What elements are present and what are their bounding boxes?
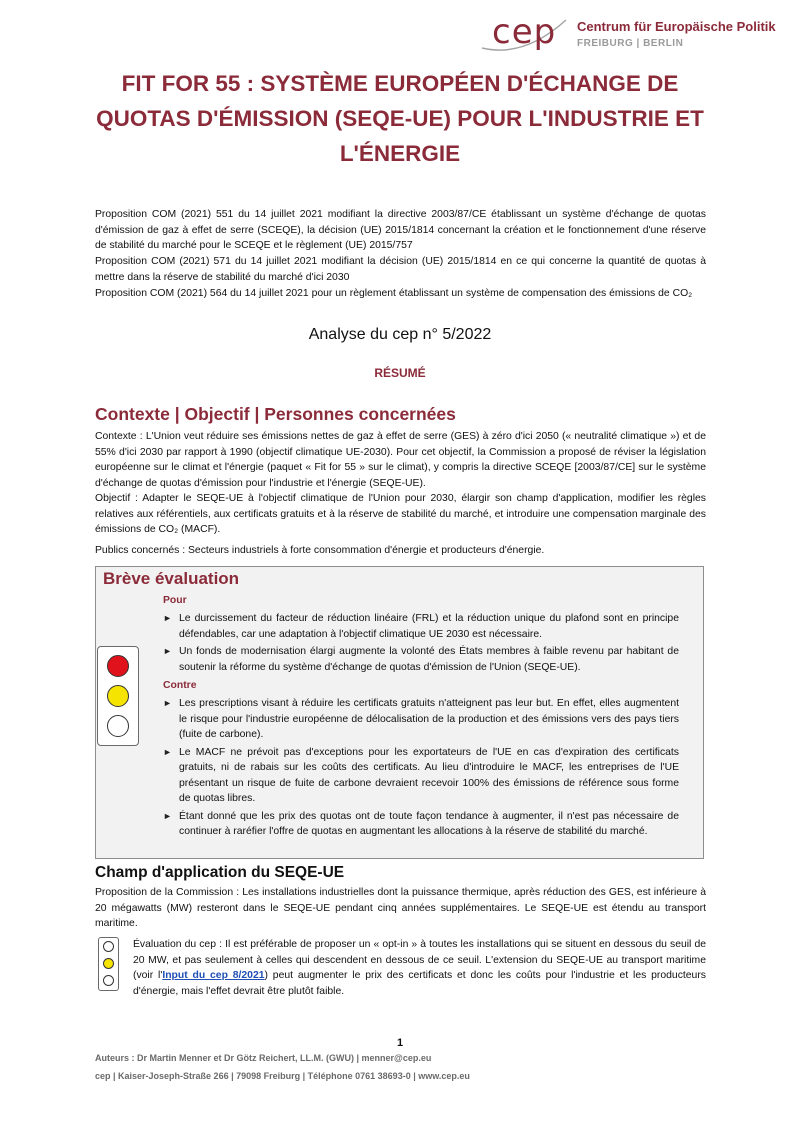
arrow-bullet-icon: ► xyxy=(163,746,172,757)
arrow-bullet-icon: ► xyxy=(163,646,172,656)
arrow-bullet-icon: ► xyxy=(163,698,172,708)
pour-list xyxy=(163,611,679,677)
eval-label: Évaluation du cep : xyxy=(133,939,222,950)
objectif-text: Adapter le SEQE-UE à l'objectif climatique de l'Union pour 2030, élargir son champ d'application, modifier les règles relatives aux référentiels, aux certificats gratuits et à la réserve de stabilité du marché, et introduire une compensation marginale des émissions de CO₂ (MACF). xyxy=(95,493,706,535)
proposal-references xyxy=(95,207,706,301)
small-traffic-light-icon xyxy=(98,937,119,991)
publics-label: Publics concernés : xyxy=(95,545,186,556)
off-lamp-icon xyxy=(103,941,114,952)
logo-text xyxy=(577,19,776,49)
contexte-paragraph xyxy=(95,429,706,491)
arrow-bullet-icon: ► xyxy=(163,613,172,623)
title-line-2: QUOTAS D'ÉMISSION (SEQE-UE) POUR L'INDUSTRIE ET xyxy=(96,106,704,131)
input-cep-link[interactable]: Input du cep 8/2021 xyxy=(162,970,265,981)
arrow-bullet-icon: ► xyxy=(163,810,172,821)
contre-list xyxy=(163,696,679,842)
org-cities: FREIBURG | BERLIN xyxy=(577,38,684,49)
contre-label: Contre xyxy=(163,680,197,691)
logo-mark-text: cep xyxy=(492,12,557,52)
proposal-3: Proposition COM (2021) 564 du 14 juillet 2021 pour un règlement établissant un système de compensation des émissions de CO₂ xyxy=(95,287,693,299)
proposition-text: Les installations industrielles dont la puissance thermique, après réduction des GES, est inférieure à 20 mégawatts (MW) resteront dans le SEQE-UE pendant cinq années supplémentaires. Le SEQE-UE est étendu au transport maritime. xyxy=(95,887,706,929)
yellow-lamp-icon xyxy=(107,685,129,707)
page-title xyxy=(60,66,740,171)
cep-logo xyxy=(478,8,570,54)
list-item: ► Le MACF ne prévoit pas d'exceptions pour les exportateurs de l'UE en cas d'expiration des certificats gratuits, ni de rabais sur les coûts des certificats. Au lieu d'introduire le MACF, les entreprises de l'UE présentant un risque de fuite de carbone devraient recevoir 100% des émissions de référence sous forme de quotas libres. xyxy=(163,746,679,804)
list-item: ► Le durcissement du facteur de réduction linéaire (FRL) et la réduction unique du plafond sont en principe défendables, car une adaptation à l'objectif climatique UE 2030 est nécessaire. xyxy=(163,613,679,640)
publics-paragraph xyxy=(95,543,706,559)
pour-label: Pour xyxy=(163,595,187,606)
page-number: 1 xyxy=(396,1037,404,1049)
proposal-1: Proposition COM (2021) 551 du 14 juillet 2021 modifiant la directive 2003/87/CE établissant un système d'échange de quotas d'émission de gaz à effet de serre (SCEQE), la décision (UE) 2015/1814 concernant la création et le fonctionnement d'une réserve de stabilité du marché pour le SCEQE et le règlement (UE) 2015/757 xyxy=(95,209,706,252)
scope-heading: Champ d'application du SEQE-UE xyxy=(95,864,345,881)
evaluation-heading: Brève évaluation xyxy=(103,569,240,588)
list-item: ► Un fonds de modernisation élargi augmente la volonté des États membres à faible revenu par habitant de soutenir la réforme du système d'échange de quotas d'émission de l'Union (SEQE-UE). xyxy=(163,646,679,673)
analysis-title: Analyse du cep n° 5/2022 xyxy=(308,326,492,343)
context-heading: Contexte | Objectif | Personnes concernées xyxy=(95,404,456,424)
scope-proposition-paragraph xyxy=(95,885,706,932)
proposition-label: Proposition de la Commission : xyxy=(95,887,240,898)
contexte-label: Contexte : xyxy=(95,431,143,442)
footer-address: cep | Kaiser-Joseph-Straße 266 | 79098 Freiburg | Téléphone 0761 38693-0 | www.cep.eu xyxy=(95,1071,470,1081)
off-lamp-icon xyxy=(107,715,129,737)
eval-text-before: Il est préférable de proposer un « opt-in » à toutes les installations qui se situent en dessous du seuil de 20 MW, et pas seulement à celles qui descendent en dessous de ce seuil. L'extension du SEQE-UE au transport maritime (voir l' xyxy=(133,939,707,981)
resume-title: RÉSUMÉ xyxy=(374,366,426,380)
contexte-text: L'Union veut réduire ses émissions nettes de gaz à effet de serre (GES) à zéro d'ici 2050 (« neutralité climatique ») et de 55% d'ici 2030 par rapport à 1990 (objectif climatique UE-2030). Pour cet objectif, la Commission a proposé de réviser la législation européenne sur le climat et l'énergie (paquet « Fit for 55 » sur le climat), y compris la directive SCEQE [2003/87/CE] sur le système d'échange de quotas d'émission pour l'industrie et l'énergie (SEQE-UE). xyxy=(95,431,706,489)
title-line-1: FIT FOR 55 : SYSTÈME EUROPÉEN D'ÉCHANGE DE xyxy=(121,71,679,96)
footer-authors: Auteurs : Dr Martin Menner et Dr Götz Reichert, LL.M. (GWU) | menner@cep.eu xyxy=(95,1053,432,1063)
red-lamp-icon xyxy=(107,655,129,677)
org-name: Centrum für Europäische Politik xyxy=(577,19,776,34)
scope-evaluation-paragraph xyxy=(133,937,706,999)
objectif-paragraph xyxy=(95,491,706,538)
proposal-2: Proposition COM (2021) 571 du 14 juillet 2021 modifiant la décision (UE) 2015/1814 en ce qui concerne la quantité de quotas à mettre dans la réserve de stabilité du marché d'ici 2030 xyxy=(95,256,706,283)
eval-text-after: ) peut augmenter le prix des certificats et donc les coûts pour l'industrie et les producteurs d'énergie, mais l'effet devrait être plutôt faible. xyxy=(133,970,706,997)
title-line-3: L'ÉNERGIE xyxy=(339,141,461,166)
yellow-lamp-icon xyxy=(103,958,114,969)
list-item: ► Étant donné que les prix des quotas ont de toute façon tendance à augmenter, il n'est pas nécessaire de continuer à raréfier l'offre de quotas en augmentant les allocations à la réserve de stabilité du marché. xyxy=(163,810,679,837)
list-item: ► Les prescriptions visant à réduire les certificats gratuits n'atteignent pas leur but. En effet, elles augmentent le risque pour l'industrie européenne de délocalisation de la production et des émissions vers des pays tiers (fuite de carbone). xyxy=(163,698,679,740)
publics-text: Secteurs industriels à forte consommation d'énergie et producteurs d'énergie. xyxy=(188,545,545,556)
objectif-label: Objectif : xyxy=(95,493,138,504)
off-lamp-icon xyxy=(103,975,114,986)
traffic-light-icon xyxy=(97,646,139,746)
